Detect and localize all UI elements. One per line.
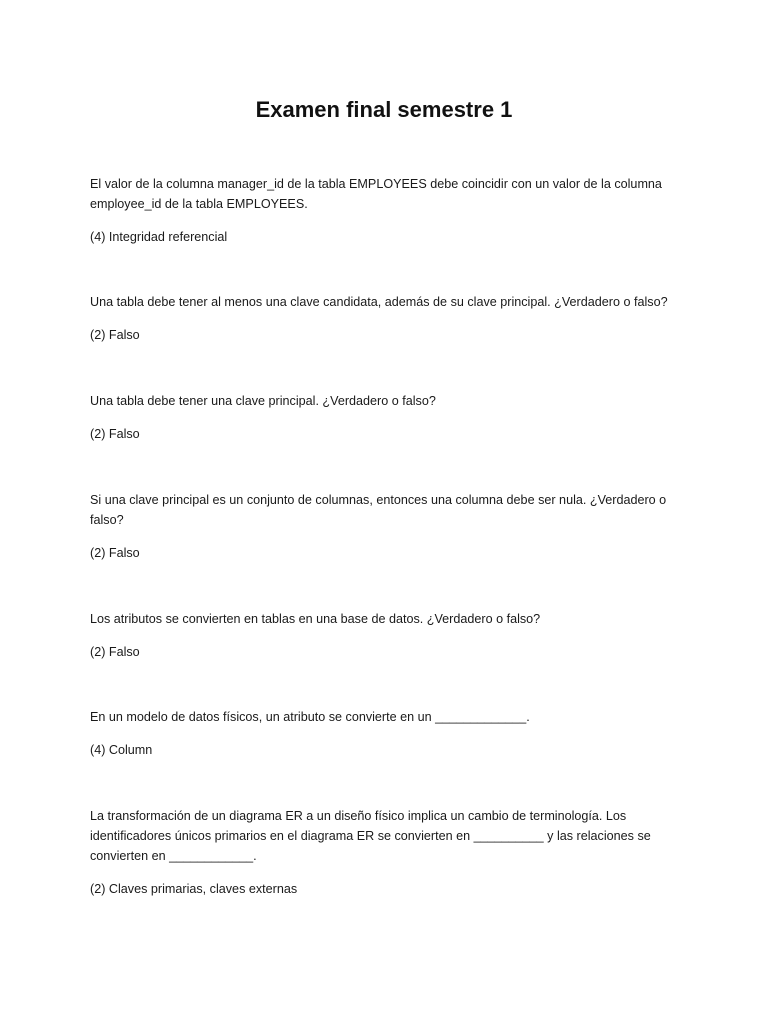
page-title: Examen final semestre 1 — [255, 97, 513, 122]
question-text: Si una clave principal es un conjunto de columnas, entonces una columna debe ser nula. ¿Verdadero o falso? — [90, 493, 667, 527]
answer-text: (2) Falso — [90, 427, 140, 441]
answer-text: (4) Integridad referencial — [90, 230, 228, 244]
question-text: Los atributos se convierten en tablas en una base de datos. ¿Verdadero o falso? — [90, 612, 541, 626]
answer-text: (2) Falso — [90, 328, 140, 342]
question-text: El valor de la columna manager_id de la tabla EMPLOYEES debe coincidir con un valor de la columna employee_id de la tabla EMPLOYEES. — [90, 177, 662, 211]
question-text: Una tabla debe tener una clave principal. ¿Verdadero o falso? — [90, 394, 436, 408]
question-text: Una tabla debe tener al menos una clave candidata, además de su clave principal. ¿Verdadero o falso? — [90, 295, 668, 309]
answer-text: (2) Falso — [90, 546, 140, 560]
answer-text: (2) Falso — [90, 645, 140, 659]
question-block-4 — [90, 490, 680, 563]
question-block-7 — [90, 806, 680, 899]
answer-text: (4) Column — [90, 743, 153, 757]
question-block-2 — [90, 292, 680, 345]
answer-text: (2) Claves primarias, claves externas — [90, 882, 298, 896]
question-block-3 — [90, 391, 680, 444]
question-block-1 — [90, 174, 680, 247]
question-block-5 — [90, 609, 680, 662]
question-text: En un modelo de datos físicos, un atributo se convierte en un _____________. — [90, 710, 530, 724]
question-text: La transformación de un diagrama ER a un diseño físico implica un cambio de terminología. Los identificadores únicos primarios en el diagrama ER se convierten en __________ y las relaciones se convierten en ____________. — [90, 809, 651, 863]
question-block-6 — [90, 707, 680, 760]
